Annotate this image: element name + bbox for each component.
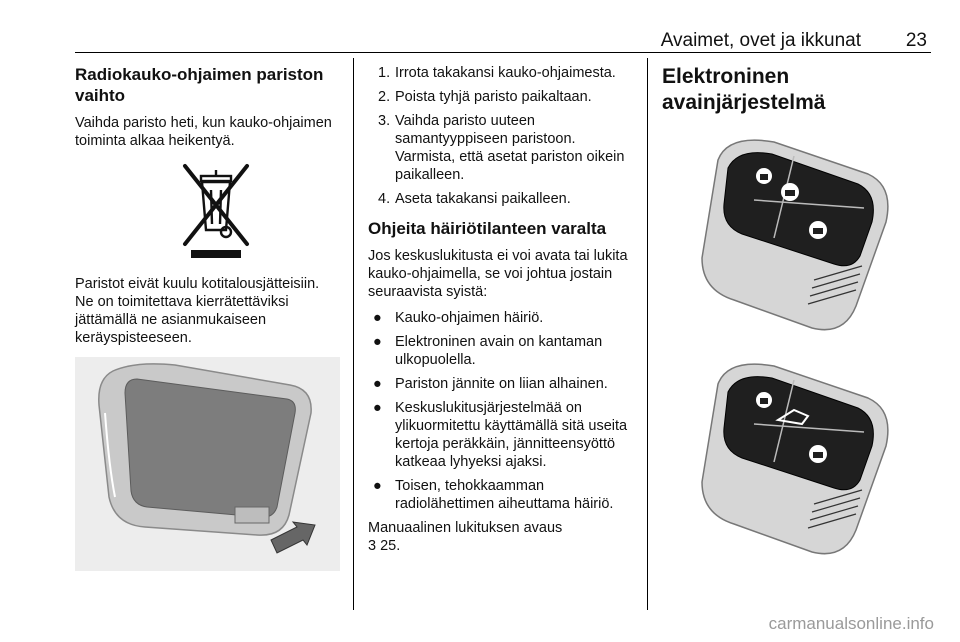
electronic-key-fob-3-button-illustration [662, 130, 930, 342]
bullet-icon: ● [373, 400, 382, 416]
bullet-text: Elektroninen avain on kantaman ulkopuolella. [395, 334, 603, 368]
list-item [368, 190, 636, 208]
list-item [368, 399, 636, 471]
list-item [368, 64, 636, 82]
fault-intro: Jos keskuslukitusta ei voi avata tai lukita kauko-ohjaimella, se voi johtua jostain seuraavista syistä: [368, 248, 628, 300]
step-text: Poista tyhjä paristo paikaltaan. [395, 89, 592, 105]
column-3 [662, 64, 930, 566]
step-number: 3. [378, 113, 391, 129]
list-item [368, 88, 636, 106]
bullet-text: Toisen, tehokkaamman radiolähettimen aiheuttama häiriö. [395, 478, 614, 512]
header-rule [75, 52, 931, 53]
step-text: Irrota takakansi kauko-ohjaimesta. [395, 65, 616, 81]
electronic-key-fob-trunk-button-illustration [662, 354, 930, 566]
page-number: 23 [905, 30, 927, 51]
list-item [368, 375, 636, 393]
battery-replacement-heading: Radiokauko-ohjaimen pariston vaihto [75, 65, 324, 105]
column-divider-1 [353, 58, 354, 610]
watermark: carmanualsonline.info [768, 614, 934, 633]
column-divider-2 [647, 58, 648, 610]
bullet-text: Keskuslukitusjärjestelmää on ylikuormitettu käyttämällä sitä useita kertoja peräkkäin, jännitteensyöttö katkeaa lyhyeksi ajaksi. [395, 400, 628, 470]
bullet-icon: ● [373, 310, 382, 326]
header-title: Avaimet, ovet ja ikkunat [660, 30, 861, 51]
disposal-paragraph: Paristot eivät kuulu kotitalousjätteisiin. Ne on toimitettava kierrätettäviksi jättämällä ne asianmukaiseen keräyspisteeseen. [75, 276, 320, 346]
bullet-icon: ● [373, 376, 382, 392]
recycle-bin-crossed-icon [75, 160, 340, 265]
column-2 [368, 64, 636, 555]
fault-causes-list [368, 309, 636, 513]
intro-paragraph: Vaihda paristo heti, kun kauko-ohjaimen toiminta alkaa heikentyä. [75, 115, 332, 149]
column-1 [75, 64, 340, 571]
manual-unlock-page-ref[interactable]: 3 25. [368, 538, 401, 554]
list-item [368, 477, 636, 513]
bullet-text: Kauko-ohjaimen häiriö. [395, 310, 544, 326]
replacement-steps [368, 64, 636, 208]
list-item [368, 309, 636, 327]
list-item [368, 112, 636, 184]
list-item [368, 333, 636, 369]
bullet-icon: ● [373, 478, 382, 494]
manual-unlock-label: Manuaalinen lukituksen avaus [368, 520, 563, 536]
step-text: Aseta takakansi paikalleen. [395, 191, 571, 207]
step-number: 1. [378, 65, 391, 81]
key-fob-back-cover-illustration [75, 357, 340, 571]
bullet-text: Pariston jännite on liian alhainen. [395, 376, 608, 392]
step-text: Vaihda paristo uuteen samantyyppiseen paristoon. Varmista, että asetat pariston oikein paikalleen. [395, 113, 625, 183]
fault-heading: Ohjeita häiriötilanteen varalta [368, 219, 607, 238]
page-header [75, 30, 931, 52]
bullet-icon: ● [373, 334, 382, 350]
step-number: 4. [378, 191, 391, 207]
step-number: 2. [378, 89, 391, 105]
electronic-key-heading: Elektroninen avainjärjestelmä [662, 65, 826, 114]
